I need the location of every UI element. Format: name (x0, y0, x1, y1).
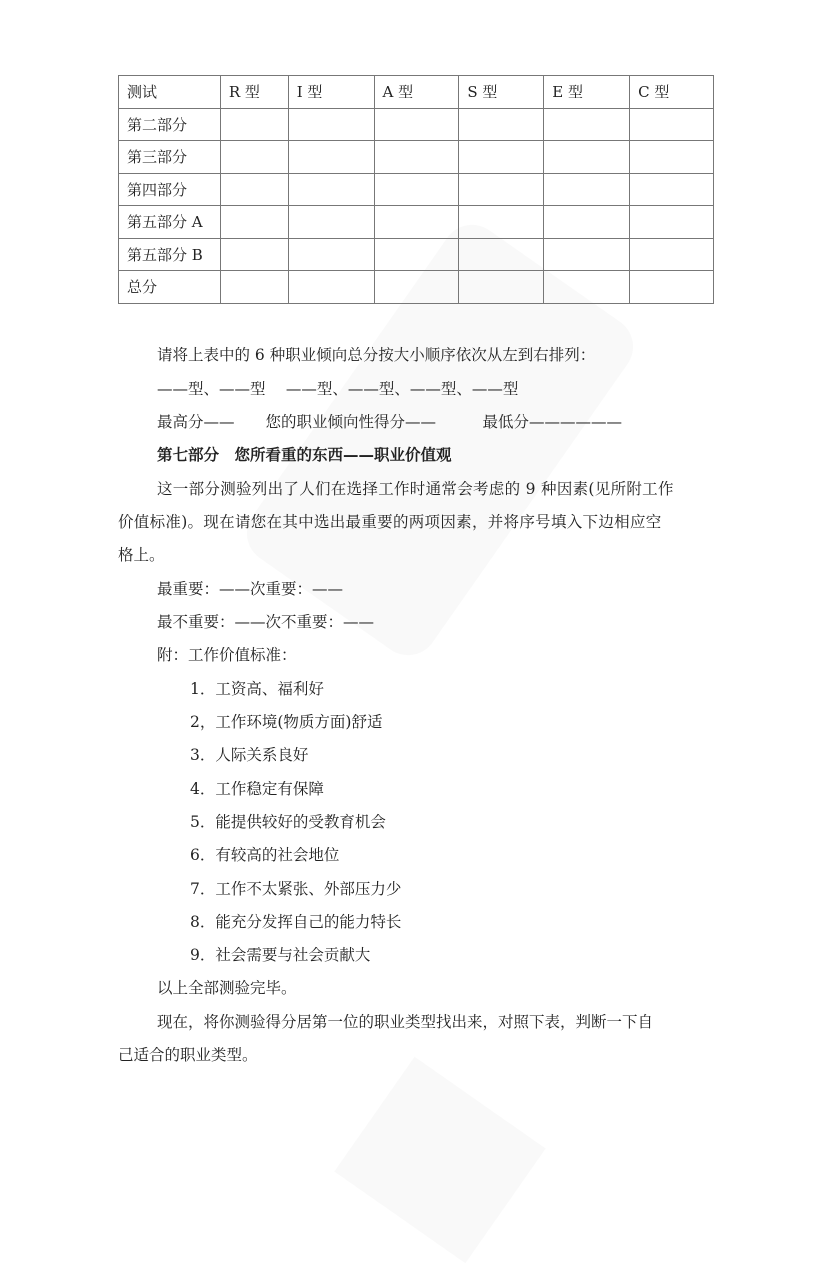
ranking-instruction: 请将上表中的 6 种职业倾向总分按大小顺序依次从左到右排列： (157, 346, 596, 364)
table-header: A 型 (374, 76, 459, 109)
score-blanks: 最高分—— 您的职业倾向性得分—— 最低分—————— (157, 413, 623, 431)
table-row (119, 238, 714, 271)
most-important-blank: 最重要：——次重要：—— (157, 580, 344, 598)
list-item: 2，工作环境(物质方面)舒适 (190, 713, 383, 731)
list-item: 4．工作稳定有保障 (190, 780, 324, 798)
row-label: 第四部分 (119, 173, 221, 206)
list-item: 1．工资高、福利好 (190, 680, 324, 698)
row-label: 第五部分 B (119, 238, 221, 271)
row-label: 第三部分 (119, 141, 221, 174)
row-label: 第二部分 (119, 108, 221, 141)
table-header: C 型 (630, 76, 714, 109)
section-title: 第七部分 您所看重的东西——职业价值观 (157, 446, 452, 464)
watermark (334, 1057, 545, 1263)
score-table (118, 75, 714, 304)
list-item: 7．工作不太紧张、外部压力少 (190, 880, 402, 898)
completion-note: 以上全部测验完毕。 (157, 979, 297, 997)
table-row (119, 206, 714, 239)
table-header-row (119, 76, 714, 109)
row-label: 总分 (119, 271, 221, 304)
table-row (119, 271, 714, 304)
table-header: S 型 (459, 76, 544, 109)
row-label: 第五部分 A (119, 206, 221, 239)
list-item: 9．社会需要与社会贡献大 (190, 946, 371, 964)
list-item: 8．能充分发挥自己的能力特长 (190, 913, 402, 931)
table-row (119, 108, 714, 141)
paragraph-line: 格上。 (118, 546, 165, 564)
table-header: I 型 (288, 76, 374, 109)
table-row (119, 173, 714, 206)
table-header: E 型 (544, 76, 630, 109)
table-header: R 型 (220, 76, 288, 109)
appendix-title: 附：工作价值标准： (157, 646, 297, 664)
table-row (119, 141, 714, 174)
paragraph-line: 价值标准)。现在请您在其中选出最重要的两项因素，并将序号填入下边相应空 (118, 513, 662, 531)
paragraph-line: 现在，将你测验得分居第一位的职业类型找出来，对照下表，判断一下自 (157, 1013, 654, 1031)
list-item: 3．人际关系良好 (190, 746, 309, 764)
paragraph-line: 这一部分测验列出了人们在选择工作时通常会考虑的 9 种因素(见所附工作 (157, 480, 674, 498)
paragraph-line: 己适合的职业类型。 (118, 1046, 258, 1064)
list-item: 5．能提供较好的受教育机会 (190, 813, 386, 831)
table-header: 测试 (119, 76, 221, 109)
ranking-blanks: ——型、——型 ——型、——型、——型、——型 (157, 380, 519, 398)
least-important-blank: 最不重要：——次不重要：—— (157, 613, 375, 631)
list-item: 6．有较高的社会地位 (190, 846, 340, 864)
